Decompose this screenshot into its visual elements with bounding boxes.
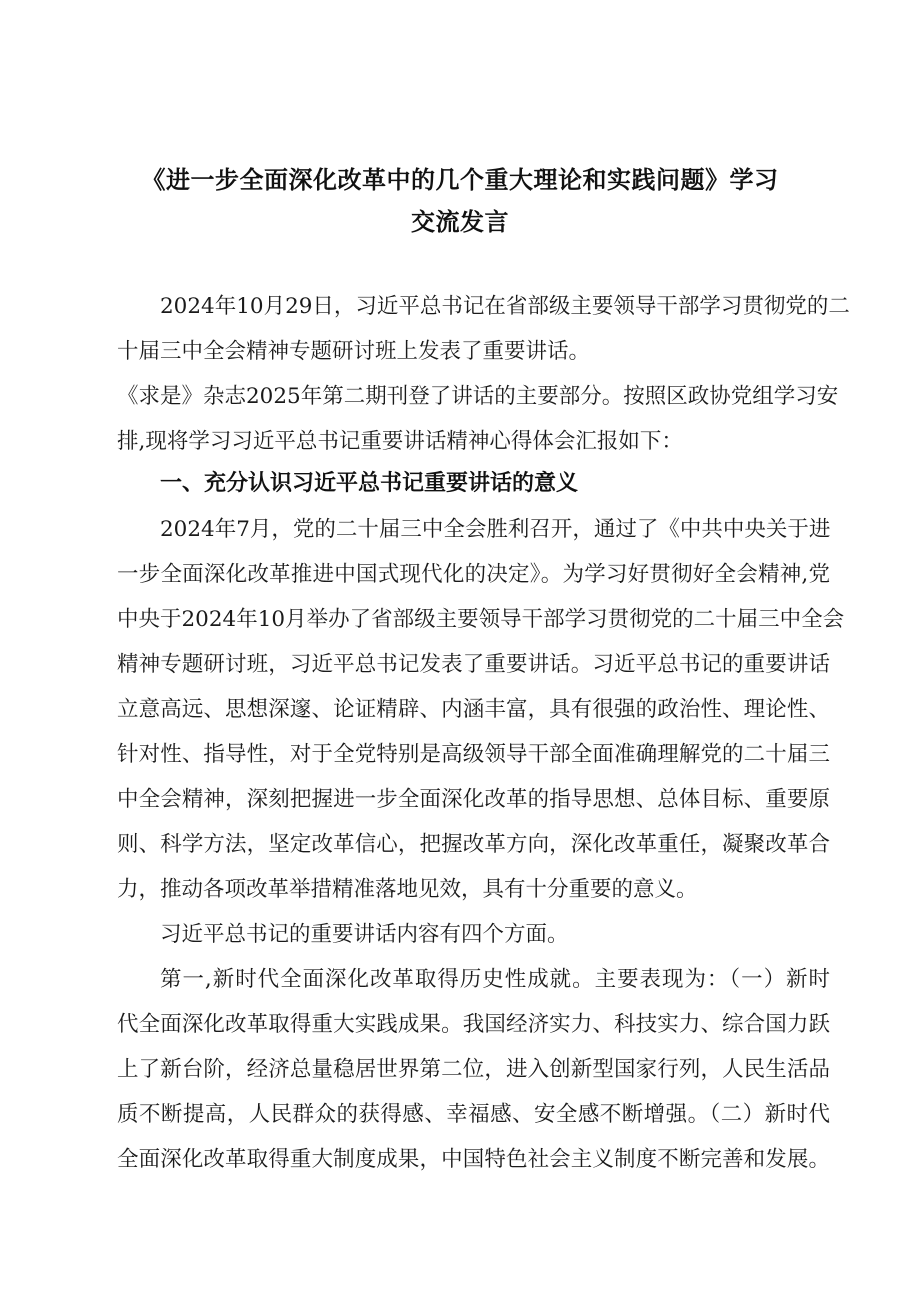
paragraph-line: 针对性、指导性，对于全党特别是高级领导干部全面准确理解党的二十届三 [117, 742, 830, 767]
paragraph-line: 精神专题研讨班，习近平总书记发表了重要讲话。习近平总书记的重要讲话 [117, 652, 830, 677]
paragraph-line: 上了新台阶，经济总量稳居世界第二位，进入创新型国家行列，人民生活品 [117, 1057, 830, 1082]
paragraph-line: 习近平总书记的重要讲话内容有四个方面。 [160, 922, 569, 947]
paragraph-line: 中央于2024年10月举办了省部级主要领导干部学习贯彻党的二十届三中全会 [117, 607, 845, 632]
paragraph-line: 中全会精神，深刻把握进一步全面深化改革的指导思想、总体目标、重要原 [117, 787, 830, 812]
paragraph-line: 一步全面深化改革推进中国式现代化的决定》。为学习好贯彻好全会精神,党 [117, 562, 830, 587]
paragraph-line: 力，推动各项改革举措精准落地见效，具有十分重要的意义。 [117, 877, 698, 902]
paragraph-line: 质不断提高，人民群众的获得感、幸福感、安全感不断增强。（二）新时代 [117, 1102, 830, 1127]
paragraph-line: 则、科学方法，坚定改革信心，把握改革方向，深化改革重任，凝聚改革合 [117, 832, 830, 857]
paragraph-line: 排,现将学习习近平总书记重要讲话精神心得体会汇报如下： [117, 429, 683, 454]
section-heading: 一、充分认识习近平总书记重要讲话的意义 [160, 471, 579, 496]
paragraph-line: 立意高远、思想深邃、论证精辟、内涵丰富，具有很强的政治性、理论性、 [117, 697, 830, 722]
paragraph-line: 全面深化改革取得重大制度成果，中国特色社会主义制度不断完善和发展。 [117, 1147, 830, 1172]
paragraph-line: 十届三中全会精神专题研讨班上发表了重要讲话。 [117, 339, 591, 364]
paragraph-line: 2024年10月29日，习近平总书记在省部级主要领导干部学习贯彻党的二 [160, 294, 850, 319]
document-title-line-2: 交流发言 [411, 208, 509, 236]
paragraph-line: 2024年7月，党的二十届三中全会胜利召开，通过了《中共中央关于进 [160, 517, 831, 542]
paragraph-line: 代全面深化改革取得重大实践成果。我国经济实力、科技实力、综合国力跃 [117, 1012, 830, 1037]
paragraph-line: 第一,新时代全面深化改革取得历史性成就。主要表现为：（一）新时 [160, 967, 830, 992]
document-title-line-1: 《进一步全面深化改革中的几个重大理论和实践问题》学习 [141, 166, 779, 194]
paragraph-line: 《求是》杂志2025年第二期刊登了讲话的主要部分。按照区政协党组学习安 [117, 384, 839, 409]
